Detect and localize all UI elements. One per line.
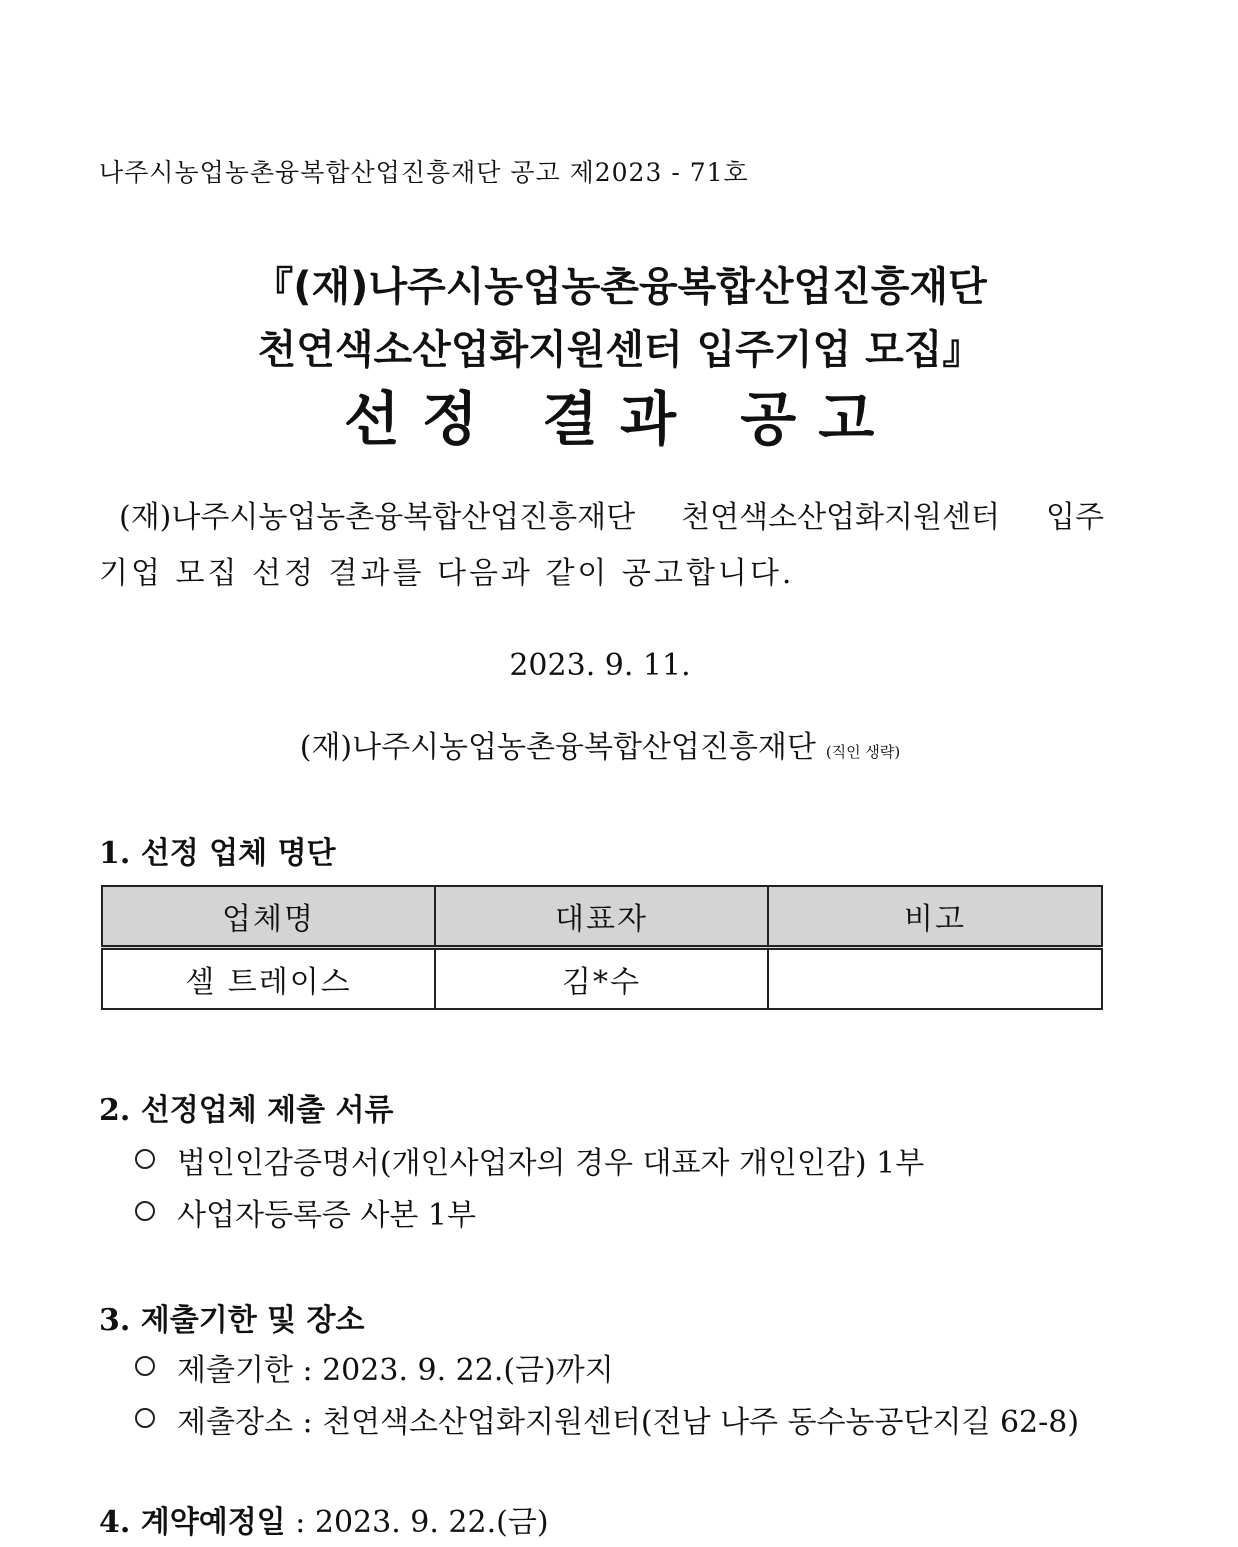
list-item-text: 법인인감증명서(개인사업자의 경우 대표자 개인인감) 1부: [177, 1146, 925, 1181]
cell-company-name: 셀 트레이스: [102, 948, 435, 1010]
announcement-date: 2023. 9. 11.: [509, 648, 691, 683]
cell-representative: 김*수: [435, 948, 768, 1010]
circle-bullet-icon: [135, 1149, 155, 1169]
organization-name: (재)나주시농업농촌융복합산업진흥재단: [299, 730, 816, 765]
list-item-text: 사업자등록증 사본 1부: [177, 1198, 476, 1233]
notice-number: 나주시농업농촌융복합산업진흥재단 공고 제2023 - 71호: [99, 158, 749, 187]
circle-bullet-icon: [135, 1201, 155, 1221]
contract-date: : 2023. 9. 22.(금): [285, 1505, 549, 1540]
header-representative: 대표자: [435, 886, 768, 948]
section-2-heading: 2. 선정업체 제출 서류: [99, 1093, 394, 1128]
intro-line-2: 기업 모집 선정 결과를 다음과 같이 공고합니다.: [99, 556, 795, 591]
list-item: [135, 1138, 924, 1182]
organization-signature: [0, 722, 1200, 766]
seal-note: (직인 생략): [825, 743, 901, 761]
header-company-name: 업체명: [102, 886, 435, 948]
list-item: [135, 1397, 1079, 1441]
list-item: [135, 1190, 476, 1234]
section-4-heading: 4. 계약예정일: [99, 1505, 286, 1540]
circle-bullet-icon: [135, 1408, 155, 1428]
title-line-2: 천연색소산업화지원센터 입주기업 모집』: [257, 327, 983, 373]
list-item-text: 제출장소 : 천연색소산업화지원센터(전남 나주 동수농공단지길 62-8): [177, 1405, 1080, 1440]
title-line-3: 선정 결과 공고: [343, 385, 897, 453]
header-remarks: 비고: [768, 886, 1102, 948]
cell-remarks: [768, 948, 1102, 1010]
list-item-text: 제출기한 : 2023. 9. 22.(금)까지: [177, 1353, 614, 1388]
section-4: [99, 1497, 549, 1541]
list-item: [135, 1345, 614, 1389]
section-1-heading: 1. 선정 업체 명단: [99, 836, 336, 871]
table-row: [102, 948, 1102, 1010]
intro-line-1: (재)나주시농업농촌융복합산업진흥재단 천연색소산업화지원센터 입주: [119, 500, 1104, 535]
circle-bullet-icon: [135, 1356, 155, 1376]
section-3-heading: 3. 제출기한 및 장소: [99, 1303, 365, 1338]
title-line-1: 『(재)나주시농업농촌융복합산업진흥재단: [253, 264, 987, 310]
selected-firms-table: [101, 885, 1103, 1010]
table-header-row: [102, 886, 1102, 948]
